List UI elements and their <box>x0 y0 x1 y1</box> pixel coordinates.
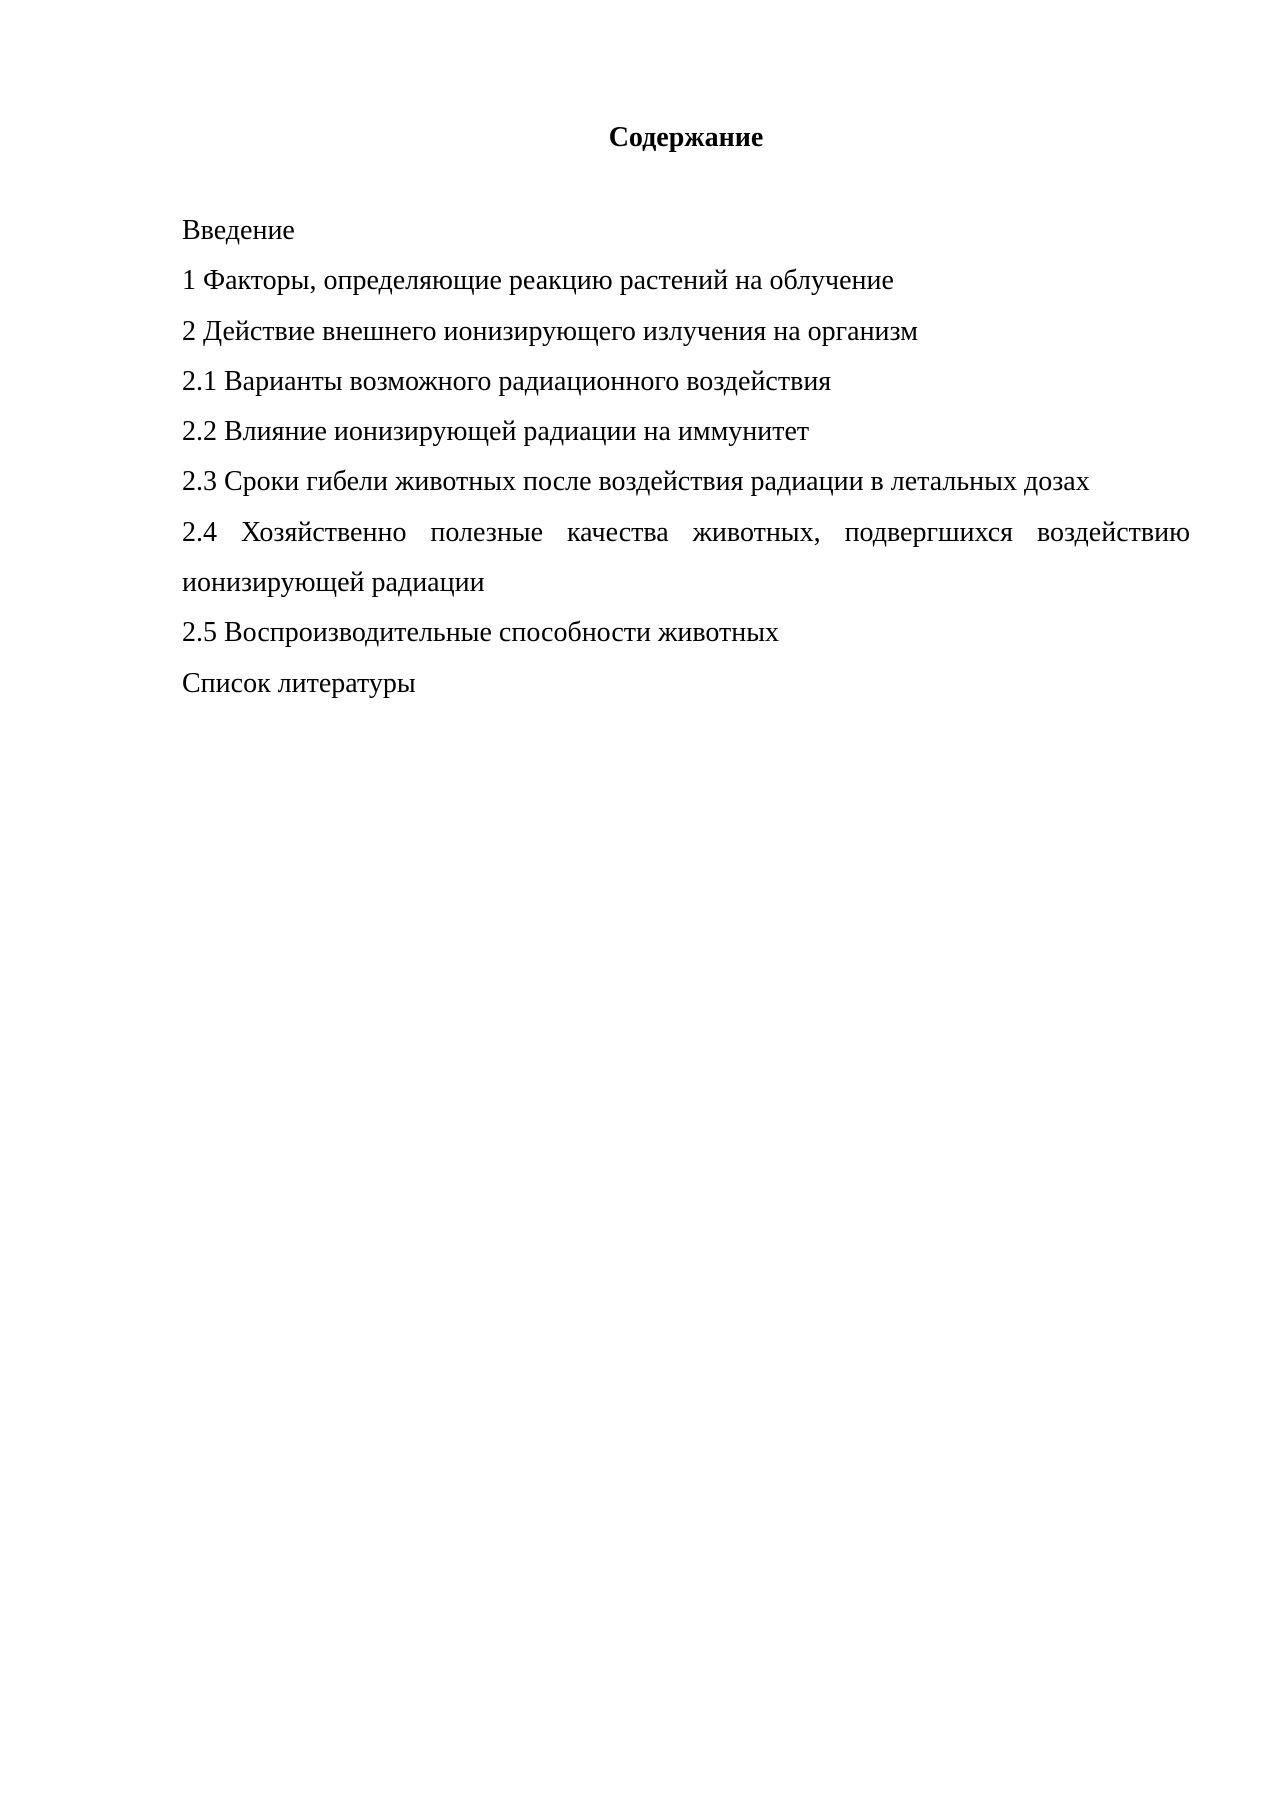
toc-item: 1 Факторы, определяющие реакцию растений на облучение <box>182 265 894 297</box>
page-title: Содержание <box>608 122 764 153</box>
table-of-contents <box>182 206 1190 709</box>
toc-item: 2.5 Воспроизводительные способности животных <box>182 617 780 649</box>
toc-item: 2.2 Влияние ионизирующей радиации на иммунитет <box>182 416 810 448</box>
toc-item: 2.3 Сроки гибели животных после воздействия радиации в летальных дозах <box>182 466 1090 498</box>
toc-item: Список литературы <box>182 667 416 699</box>
toc-item: 2.1 Варианты возможного радиационного воздействия <box>182 365 832 397</box>
toc-item: 2.4 Хозяйственно полезные качества животных, подвергшихся воздействию ионизирующей радиации <box>182 516 1190 599</box>
toc-item: 2 Действие внешнего ионизирующего излучения на организм <box>182 315 918 347</box>
toc-item: Введение <box>182 215 295 246</box>
